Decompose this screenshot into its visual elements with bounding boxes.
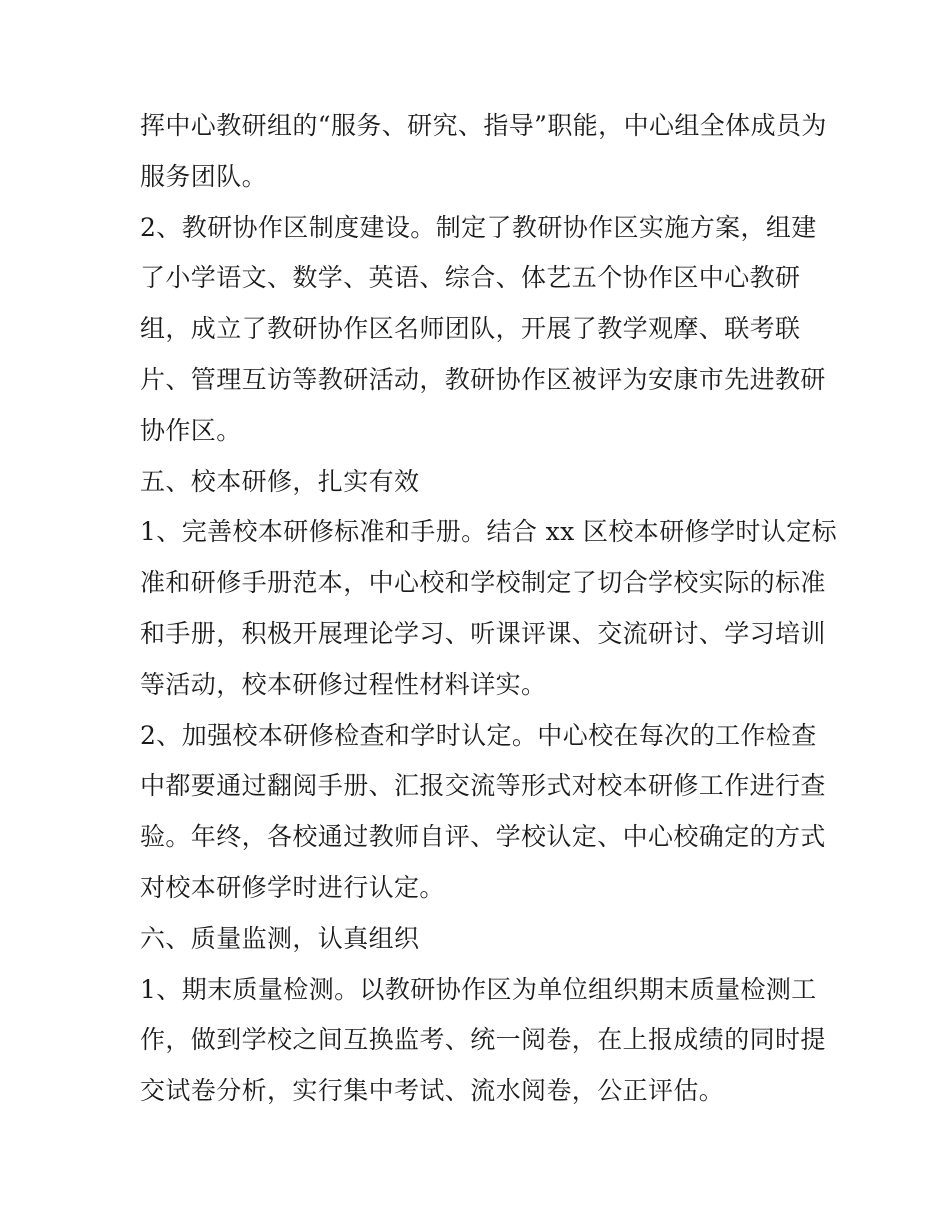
- document-body: [140, 101, 837, 1117]
- text-line: 协作区。: [140, 415, 242, 445]
- text-line: 准和研修手册范本，中心校和学校制定了切合学校实际的标准: [140, 568, 826, 598]
- section-heading: 五、校本研修，扎实有效: [140, 466, 420, 496]
- text-line: 等活动，校本研修过程性材料详实。: [140, 669, 547, 699]
- text-line: 1、完善校本研修标准和手册。结合 xx 区校本研修学时认定标: [140, 517, 837, 547]
- text-line: 片、管理互访等教研活动，教研协作区被评为安康市先进教研: [140, 364, 826, 394]
- text-line: 交试卷分析，实行集中考试、流水阅卷，公正评估。: [140, 1076, 725, 1106]
- text-line: 2、加强校本研修检查和学时认定。中心校在每次的工作检查: [140, 720, 817, 750]
- text-line: 验。年终，各校通过教师自评、学校认定、中心校确定的方式: [140, 822, 826, 852]
- text-line: 挥中心教研组的“服务、研究、指导”职能，中心组全体成员为: [140, 111, 827, 140]
- text-line: 2、教研协作区制度建设。制定了教研协作区实施方案，组建: [140, 212, 817, 242]
- text-line: 中都要通过翻阅手册、汇报交流等形式对校本研修工作进行查: [140, 771, 826, 801]
- text-line: 了小学语文、数学、英语、综合、体艺五个协作区中心教研: [140, 263, 801, 293]
- text-line: 组，成立了教研协作区名师团队，开展了教学观摩、联考联: [140, 314, 801, 344]
- text-line: 作，做到学校之间互换监考、统一阅卷，在上报成绩的同时提: [140, 1025, 826, 1055]
- text-line: 和手册，积极开展理论学习、听课评课、交流研讨、学习培训: [140, 618, 826, 648]
- text-line: 1、期末质量检测。以教研协作区为单位组织期末质量检测工: [140, 974, 817, 1004]
- section-heading: 六、质量监测，认真组织: [140, 923, 420, 953]
- text-line: 对校本研修学时进行认定。: [140, 872, 445, 902]
- text-line: 服务团队。: [140, 161, 268, 191]
